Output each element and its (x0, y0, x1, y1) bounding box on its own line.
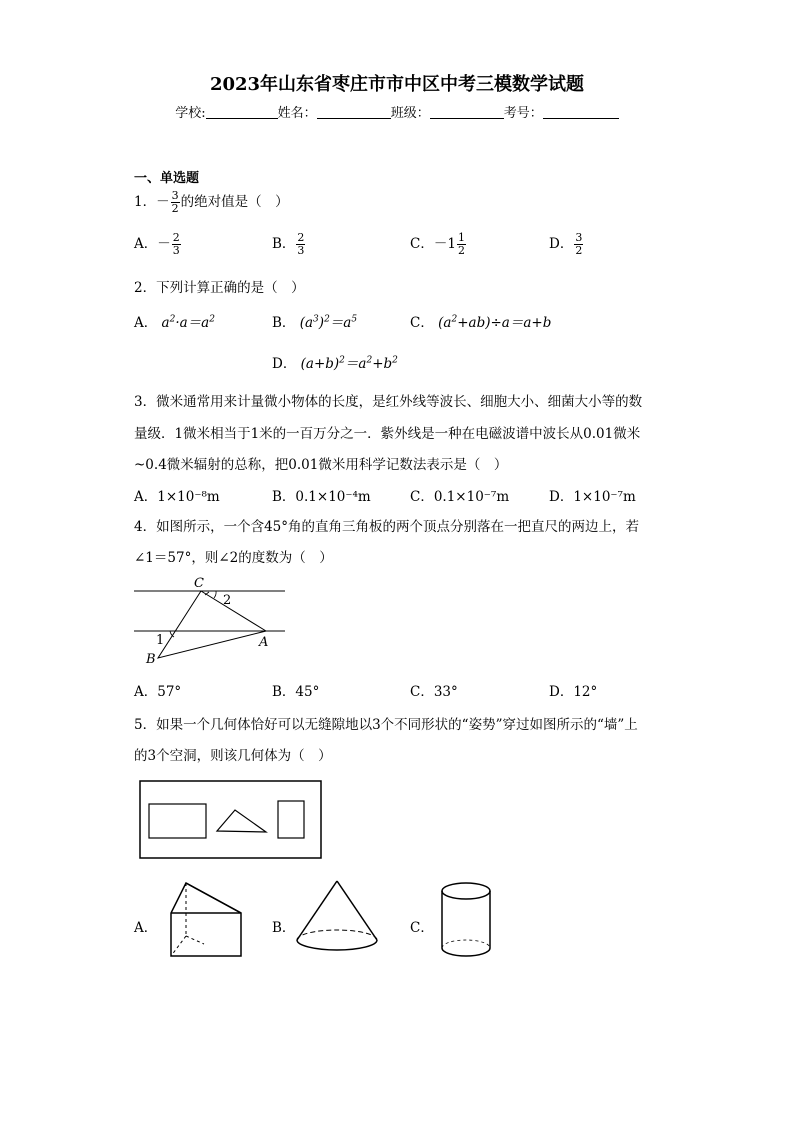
denominator: 3 (172, 244, 180, 257)
q5-option-c[interactable]: C． (410, 920, 434, 936)
minus-sign: － (156, 194, 170, 210)
cone-base-front (297, 940, 377, 950)
name-blank (317, 104, 391, 119)
id-label: 考号： (503, 106, 543, 121)
numerator: 3 (575, 231, 583, 244)
q1-option-b[interactable] (272, 232, 306, 257)
question-1-stem (134, 190, 289, 215)
prism-hidden-edge (171, 936, 186, 956)
name-label: 姓名： (277, 106, 317, 121)
option-label: C． (410, 236, 434, 252)
numerator: 3 (171, 189, 179, 202)
option-label: D． (272, 356, 297, 372)
cone-figure (292, 878, 382, 958)
q3-option-b[interactable]: B．0.1×10⁻⁴m (272, 489, 371, 505)
triangular-prism-figure (166, 880, 246, 960)
q4-option-b[interactable]: B．45° (272, 684, 320, 700)
q4-option-d[interactable]: D．12° (549, 684, 598, 700)
label-b: B (146, 652, 156, 666)
triangle-hole (217, 810, 266, 832)
cylinder-top (442, 883, 490, 899)
cylinder-base-back (442, 940, 490, 948)
label-a: A (259, 635, 269, 650)
q4-option-a[interactable]: A．57° (134, 684, 182, 700)
question-4-line-1: 4．如图所示，一个含45°角的直角三角板的两个顶点分别落在一把直尺的两边上，若 (134, 519, 640, 535)
class-label: 班级： (390, 106, 430, 121)
option-label: A． (134, 315, 158, 331)
numerator: 2 (297, 231, 305, 244)
rectangle-hole (149, 804, 206, 838)
fraction (457, 232, 466, 257)
option-label: A． (134, 236, 158, 252)
narrow-rectangle-hole (278, 801, 304, 838)
q5-option-b[interactable]: B． (272, 920, 296, 936)
cylinder-base-front (442, 948, 490, 956)
option-label: B． (272, 315, 296, 331)
q2-option-a[interactable] (134, 311, 215, 331)
option-label: D． (549, 236, 574, 252)
cone-left-edge (297, 881, 337, 940)
q4-option-c[interactable]: C．33° (410, 684, 458, 700)
denominator: 2 (171, 202, 179, 215)
q3-option-a[interactable]: A．1×10⁻⁸m (134, 489, 220, 505)
cylinder-figure (436, 880, 496, 960)
denominator: 2 (457, 244, 465, 257)
question-number: 1． (134, 194, 157, 210)
question-2-stem: 2．下列计算正确的是（ ） (134, 280, 305, 296)
cone-right-edge (337, 881, 377, 940)
prism-top-edge (186, 883, 241, 913)
numerator: 2 (172, 231, 180, 244)
q1-option-c[interactable] (410, 232, 467, 257)
q2-option-d[interactable] (272, 352, 398, 372)
wall-outline (140, 781, 321, 858)
denominator: 2 (575, 244, 583, 257)
label-c: C (194, 576, 204, 591)
section-heading: 一、单选题 (134, 171, 200, 186)
q1-option-d[interactable] (549, 232, 584, 257)
ruler-triangle-figure (130, 574, 290, 666)
angle-2-arc (214, 591, 216, 598)
student-info-line (0, 102, 794, 121)
q2-option-b[interactable] (272, 311, 357, 331)
question-3-line-3: ~0.4微米辐射的总称，把0.01微米用科学记数法表示是（ ） (134, 457, 508, 473)
label-1: 1 (156, 633, 165, 648)
q1-option-a[interactable] (134, 232, 182, 257)
numerator: 1 (457, 231, 465, 244)
question-3-line-1: 3．微米通常用来计量微小物体的长度，是红外线等波长、细胞大小、细菌大小等的数 (134, 394, 643, 410)
school-blank (206, 104, 278, 119)
denominator: 3 (297, 244, 305, 257)
fraction (574, 232, 583, 257)
fraction (172, 232, 181, 257)
question-5-line-2: 的3个空洞，则该几何体为（ ） (134, 748, 332, 764)
wall-figure (139, 780, 323, 860)
minus-sign: － (157, 236, 171, 252)
q3-option-d[interactable]: D．1×10⁻⁷m (549, 489, 636, 505)
triangle (158, 591, 269, 658)
school-label: 学校: (175, 106, 206, 121)
fraction (171, 190, 180, 215)
formula: $(a^2+ab)\div a=a+b$ (438, 314, 552, 331)
question-4-line-2: ∠1＝57°，则∠2的度数为（ ） (134, 550, 333, 566)
q2-option-c[interactable] (410, 311, 551, 331)
q5-option-a[interactable]: A． (134, 920, 158, 936)
cone-base-back (297, 930, 377, 940)
q3-option-c[interactable]: C．0.1×10⁻⁷m (410, 489, 510, 505)
fraction (296, 232, 305, 257)
question-3-line-2: 量级．1微米相当于1米的一百万分之一．紫外线是一种在电磁波谱中波长从0.01微米 (134, 426, 641, 442)
page-title: 2023年山东省枣庄市市中区中考三模数学试题 (209, 74, 585, 95)
option-label: B． (272, 236, 296, 252)
formula: $a^2\cdot a=a^2$ (161, 314, 215, 331)
class-blank (430, 104, 504, 119)
question-5-line-1: 5．如果一个几何体恰好可以无缝隙地以3个不同形状的“姿势”穿过如图所示的“墙”上 (134, 717, 638, 733)
stem-text: 的绝对值是（ ） (180, 194, 289, 210)
option-label: C． (410, 315, 434, 331)
label-2: 2 (223, 593, 232, 608)
formula: $(a+b)^2=a^2+b^2$ (300, 355, 398, 372)
id-blank (543, 104, 619, 119)
prism-hidden-edge (186, 936, 204, 944)
whole-part: －1 (433, 236, 456, 252)
formula: $(a^3)^2=a^5$ (299, 314, 358, 331)
